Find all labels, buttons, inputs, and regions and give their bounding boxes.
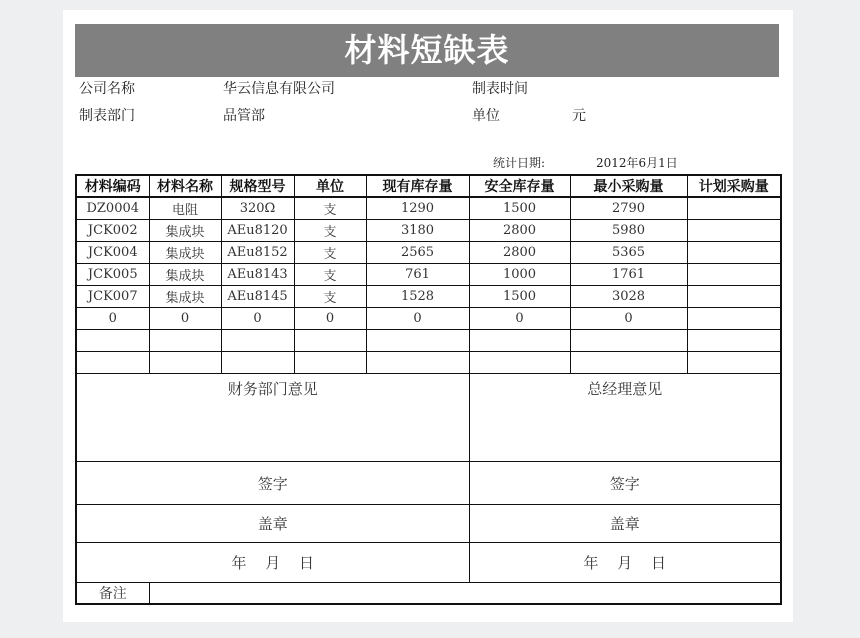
table-cell[interactable]: 5365 <box>570 242 687 264</box>
note-row <box>76 583 781 605</box>
table-cell[interactable] <box>221 330 294 352</box>
header-row <box>76 175 781 197</box>
table-cell[interactable] <box>149 352 221 374</box>
table-row <box>76 242 781 264</box>
table-cell[interactable]: 支 <box>294 220 366 242</box>
column-header: 规格型号 <box>221 175 294 197</box>
note-label: 备注 <box>76 583 149 605</box>
table-cell[interactable]: 5980 <box>570 220 687 242</box>
table-cell[interactable] <box>687 286 781 308</box>
table-row <box>76 308 781 330</box>
date-row <box>76 543 781 583</box>
table-cell[interactable]: 1290 <box>366 197 469 220</box>
table-cell[interactable]: JCK004 <box>76 242 149 264</box>
table-cell[interactable]: 2790 <box>570 197 687 220</box>
sign-row <box>76 462 781 505</box>
company-label: 公司名称 <box>79 81 135 97</box>
table-cell[interactable] <box>687 330 781 352</box>
shortage-table <box>75 174 782 605</box>
table-cell[interactable]: 1500 <box>469 197 570 220</box>
table-cell[interactable]: 集成块 <box>149 242 221 264</box>
table-cell[interactable]: 集成块 <box>149 286 221 308</box>
table-cell[interactable]: 1500 <box>469 286 570 308</box>
column-header: 单位 <box>294 175 366 197</box>
unit-label: 单位 <box>472 108 500 124</box>
finance-opinion[interactable]: 财务部门意见 <box>76 374 469 462</box>
table-cell[interactable]: 1528 <box>366 286 469 308</box>
table-cell[interactable]: 2800 <box>469 242 570 264</box>
table-cell[interactable] <box>366 330 469 352</box>
gm-sign[interactable]: 签字 <box>469 462 781 505</box>
date-value: 2012年6月1日 <box>596 156 678 170</box>
gm-date[interactable]: 年 月 日 <box>469 543 781 583</box>
table-cell[interactable]: 0 <box>366 308 469 330</box>
table-row <box>76 352 781 374</box>
finance-sign[interactable]: 签字 <box>76 462 469 505</box>
table-cell[interactable]: JCK007 <box>76 286 149 308</box>
column-header: 现有库存量 <box>366 175 469 197</box>
table-row <box>76 220 781 242</box>
page-title: 材料短缺表 <box>75 24 779 77</box>
table-cell[interactable]: 3028 <box>570 286 687 308</box>
table-cell[interactable]: 支 <box>294 242 366 264</box>
table-row <box>76 197 781 220</box>
table-cell[interactable]: 761 <box>366 264 469 286</box>
time-label: 制表时间 <box>472 81 528 97</box>
table-cell[interactable] <box>687 220 781 242</box>
table-cell[interactable]: AEu8152 <box>221 242 294 264</box>
table-cell[interactable]: AEu8143 <box>221 264 294 286</box>
table-cell[interactable]: JCK005 <box>76 264 149 286</box>
table-cell[interactable] <box>687 352 781 374</box>
table-row <box>76 286 781 308</box>
note-value[interactable] <box>149 583 781 605</box>
table-cell[interactable] <box>469 330 570 352</box>
table-cell[interactable]: 0 <box>76 308 149 330</box>
table-cell[interactable] <box>570 352 687 374</box>
table-cell[interactable] <box>76 352 149 374</box>
table-cell[interactable]: 2800 <box>469 220 570 242</box>
finance-seal[interactable]: 盖章 <box>76 505 469 543</box>
table-cell[interactable]: 2565 <box>366 242 469 264</box>
table-cell[interactable]: 0 <box>221 308 294 330</box>
seal-row <box>76 505 781 543</box>
table-cell[interactable]: 1000 <box>469 264 570 286</box>
column-header: 计划采购量 <box>687 175 781 197</box>
opinion-row <box>76 374 781 462</box>
table-cell[interactable] <box>366 352 469 374</box>
table-cell[interactable]: AEu8145 <box>221 286 294 308</box>
table-cell[interactable]: 320Ω <box>221 197 294 220</box>
finance-date[interactable]: 年 月 日 <box>76 543 469 583</box>
table-cell[interactable]: 0 <box>149 308 221 330</box>
table-cell[interactable] <box>149 330 221 352</box>
table-row <box>76 330 781 352</box>
company-value: 华云信息有限公司 <box>223 81 335 97</box>
table-cell[interactable]: 集成块 <box>149 220 221 242</box>
column-header: 最小采购量 <box>570 175 687 197</box>
table-cell[interactable]: 电阻 <box>149 197 221 220</box>
unit-value: 元 <box>572 108 586 124</box>
table-cell[interactable] <box>294 330 366 352</box>
table-cell[interactable]: DZ0004 <box>76 197 149 220</box>
gm-seal[interactable]: 盖章 <box>469 505 781 543</box>
table-cell[interactable] <box>469 352 570 374</box>
table-cell[interactable] <box>687 197 781 220</box>
table-cell[interactable]: 集成块 <box>149 264 221 286</box>
gm-opinion[interactable]: 总经理意见 <box>469 374 781 462</box>
table-cell[interactable] <box>294 352 366 374</box>
table-cell[interactable]: 0 <box>294 308 366 330</box>
table-cell[interactable] <box>687 308 781 330</box>
table-cell[interactable]: 0 <box>469 308 570 330</box>
column-header: 材料编码 <box>76 175 149 197</box>
dept-label: 制表部门 <box>79 108 135 124</box>
table-cell[interactable]: 支 <box>294 197 366 220</box>
table-cell[interactable] <box>687 264 781 286</box>
table-cell[interactable] <box>76 330 149 352</box>
date-label: 统计日期: <box>493 156 546 170</box>
table-cell[interactable] <box>221 352 294 374</box>
column-header: 材料名称 <box>149 175 221 197</box>
table-row <box>76 264 781 286</box>
column-header: 安全库存量 <box>469 175 570 197</box>
table-cell[interactable]: JCK002 <box>76 220 149 242</box>
table-cell[interactable]: 1761 <box>570 264 687 286</box>
page <box>63 10 793 622</box>
table-cell[interactable]: 支 <box>294 264 366 286</box>
table-cell[interactable] <box>570 330 687 352</box>
table-cell[interactable]: 0 <box>570 308 687 330</box>
table-cell[interactable]: AEu8120 <box>221 220 294 242</box>
table-cell[interactable]: 支 <box>294 286 366 308</box>
table-cell[interactable]: 3180 <box>366 220 469 242</box>
dept-value: 品管部 <box>223 108 265 124</box>
table-cell[interactable] <box>687 242 781 264</box>
